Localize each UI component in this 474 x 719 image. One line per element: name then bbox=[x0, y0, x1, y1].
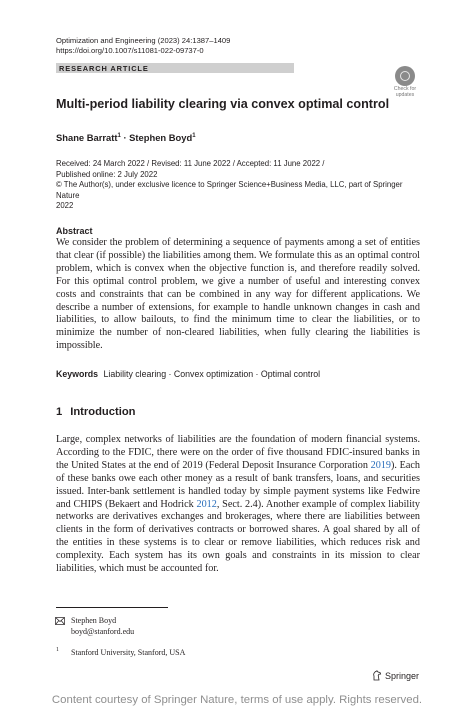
copyright-year: 2022 bbox=[56, 201, 74, 210]
history-line: Received: 24 March 2022 / Revised: 11 June 2022 / Accepted: 11 June 2022 / bbox=[56, 159, 325, 168]
abstract-heading: Abstract bbox=[56, 226, 93, 236]
section-title: Introduction bbox=[70, 406, 136, 418]
citation-link[interactable]: 2012 bbox=[196, 498, 217, 510]
check-updates-line2: updates bbox=[395, 91, 415, 98]
envelope-icon bbox=[55, 617, 65, 625]
author-name[interactable]: Stephen Boyd bbox=[129, 132, 193, 144]
publisher-logo bbox=[372, 670, 419, 682]
journal-header bbox=[56, 36, 230, 56]
footnote-divider bbox=[56, 607, 168, 608]
paper-title: Multi-period liability clearing via convex optimal control bbox=[56, 97, 390, 111]
citation-link[interactable]: 2019 bbox=[370, 459, 391, 471]
author-list bbox=[56, 130, 196, 144]
contact-name: Stephen Boyd bbox=[71, 616, 117, 625]
keywords bbox=[56, 369, 426, 380]
journal-citation: Optimization and Engineering (2023) 24:1387–1409 bbox=[56, 36, 231, 45]
section-heading-introduction bbox=[56, 405, 135, 419]
section-number: 1 bbox=[56, 406, 63, 418]
affiliation-number: 1 bbox=[56, 647, 59, 653]
paragraph-text: ). Each of these banks owe each other money as a result of bank transfers, loans, and securities issued. Inter-bank settlement is handled today by simple payment systems like Fedwire and CHIPS (Bekaert and Hodrick bbox=[56, 459, 420, 510]
article-type-label: RESEARCH ARTICLE bbox=[59, 63, 149, 73]
author-name[interactable]: Shane Barratt bbox=[56, 132, 118, 144]
intro-paragraph bbox=[56, 434, 420, 576]
published-line: Published online: 2 July 2022 bbox=[56, 169, 158, 179]
check-updates-icon bbox=[395, 66, 415, 86]
corresponding-author bbox=[71, 616, 134, 637]
keywords-list: Liability clearing · Convex optimization · Optimal control bbox=[103, 369, 321, 379]
abstract-text: We consider the problem of determining a sequence of payments among a set of entities that clear (if possible) the liabilities among them. We formulate this as an optimal control problem, which is convex when the objective function is, and therefore readily solved. For this optimal control problem, we give a number of useful and interesting convex costs and constraints that can be combined in any way for different applications. We describe a number of extensions, for example to handle unknown changes in cash and liabilities, to allow bailouts, to find the minimum time to clear the liabilities, or to minimize the number of non-cleared liabilities, when fully clearing the liabilities is impossible. bbox=[56, 237, 420, 352]
courtesy-watermark: Content courtesy of Springer Nature, terms of use apply. Rights reserved. bbox=[51, 694, 423, 706]
check-for-updates-badge[interactable] bbox=[390, 66, 420, 102]
affiliation: Stanford University, Stanford, USA bbox=[71, 648, 186, 657]
doi-link[interactable]: https://doi.org/10.1007/s11081-022-09737-0 bbox=[56, 46, 204, 55]
copyright-line: © The Author(s), under exclusive licence to Springer Science+Business Media, LLC, part of Springer Nature bbox=[56, 180, 403, 200]
check-updates-line1: Check for bbox=[393, 86, 417, 92]
publication-dates bbox=[56, 159, 426, 212]
paragraph-text: Large, complex networks of liabilities are the foundation of modern financial systems. According to the FDIC, there were on the order of five thousand FDIC-insured banks in the United States at the end of 2019 (Federal Deposit Insurance Corporation bbox=[56, 434, 420, 471]
paragraph-text: , Sect. 2.4). Another example of complex liability networks are derivatives exchanges and brokerages, where there are liabilities between clients in the form of derivatives contracts or borrowed shares. A goal shared by all of the entities in these systems is to clear or remove liabilities, which reduces risk and complexity. Each system has its own goals and constraints in its mission to clear liabilities, which must be accounted for. bbox=[56, 498, 420, 575]
author-affil-sup: 1 bbox=[117, 133, 121, 139]
author-affil-sup: 1 bbox=[192, 133, 196, 139]
publisher-name: Springer bbox=[385, 671, 420, 681]
springer-horse-icon bbox=[372, 670, 382, 681]
keywords-label: Keywords bbox=[56, 369, 99, 379]
author-separator: · bbox=[123, 132, 127, 144]
contact-email[interactable]: boyd@stanford.edu bbox=[71, 626, 135, 636]
